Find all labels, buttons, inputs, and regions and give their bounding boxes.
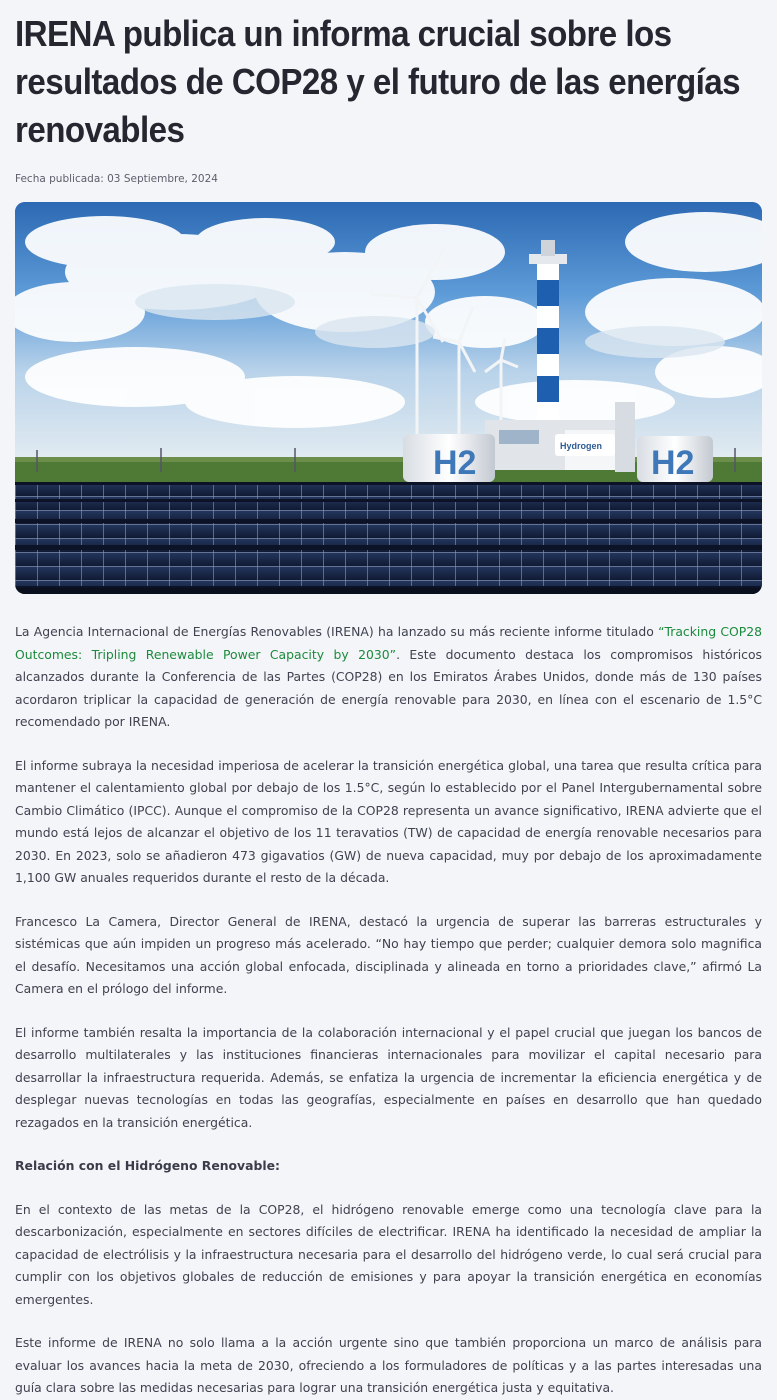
building-label: Hydrogen	[560, 441, 603, 451]
paragraph-1	[15, 621, 762, 734]
paragraph-3: Francesco La Camera, Director General de IRENA, destacó la urgencia de superar las barreras estructurales y sistémicas que aún impiden un progreso más acelerado. “No hay tiempo que perder; cualquier demora solo magnifica el desafío. Necesitamos una acción global enfocada, disciplinada y alineada en torno a prioridades clave,” afirmó La Camera en el prólogo del informe.	[15, 913, 762, 996]
paragraph-5: En el contexto de las metas de la COP28, el hidrógeno renovable emerge como una tecnología clave para la descarbonización, especialmente en sectores difíciles de electrificar. IRENA ha identificado la necesidad de ampliar la capacidad de electrólisis y la infraestructura necesaria para el desarrollo del hidrógeno verde, lo cual será crucial para cumplir con los objetivos globales de reducción de emisiones y para apoyar la transición energética en economías emergentes.	[15, 1201, 762, 1307]
tank-left-label: H2	[433, 444, 477, 482]
paragraph-2: El informe subraya la necesidad imperiosa de acelerar la transición energética global, una tarea que resulta crítica para mantener el calentamiento global por debajo de los 1.5°C, según lo establecido por el Panel Intergubernamental sobre Cambio Climático (IPCC). Aunque el compromiso de la COP28 representa un avance significativo, IRENA advierte que el mundo está lejos de alcanzar el objetivo de los 11 teravatios (TW) de capacidad de energía renovable necesarios para 2030. En 2023, solo se añadieron 473 gigavatios (GW) de nueva capacidad, muy por debajo de los aproximadamente 1,100 GW anuales requeridos durante el resto de la década.	[15, 757, 762, 885]
hydrogen-subheading: Relación con el Hidrógeno Renovable:	[15, 1158, 280, 1173]
article-body	[15, 621, 762, 1400]
tank-right-label: H2	[651, 444, 695, 482]
paragraph-6: Este informe de IRENA no solo llama a la acción urgente sino que también proporciona un marco de análisis para evaluar los avances hacia la meta de 2030, ofreciendo a los formuladores de políticas y a las partes interesadas una guía clara sobre las medidas necesarias para lograr una transición energética justa y equitativa.	[15, 1335, 762, 1395]
publish-date: Fecha publicada: 03 Septiembre, 2024	[15, 173, 218, 185]
hero-illustration	[15, 202, 762, 594]
report-link[interactable]: “Tracking COP28 Outcomes: Tripling Renewable Power Capacity by 2030”	[15, 624, 762, 662]
paragraph-1-text-start: La Agencia Internacional de Energías Renovables (IRENA) ha lanzado su más reciente informe titulado	[15, 624, 659, 639]
hero-image	[15, 202, 762, 594]
paragraph-4: El informe también resalta la importancia de la colaboración internacional y el papel crucial que juegan los bancos de desarrollo multilaterales y las instituciones financieras internacionales para movilizar el capital necesario para desarrollar la infraestructura requerida. Además, se enfatiza la urgencia de incrementar la eficiencia energética y de desplegar nuevas tecnologías en todas las geografías, especialmente en países en desarrollo que han quedado rezagados en la transición energética.	[15, 1024, 762, 1130]
article-title: IRENA publica un informa crucial sobre los resultados de COP28 y el futuro de las energías renovables	[15, 13, 741, 150]
solar-panels	[15, 482, 762, 594]
paragraph-1-text-end: . Este documento destaca los compromisos históricos alcanzados durante la Conferencia de las Partes (COP28) en los Emiratos Árabes Unidos, donde más de 130 países acordaron triplicar la capacidad de generación de energía renovable para 2030, en línea con el escenario de 1.5°C recomendado por IRENA.	[15, 646, 762, 729]
